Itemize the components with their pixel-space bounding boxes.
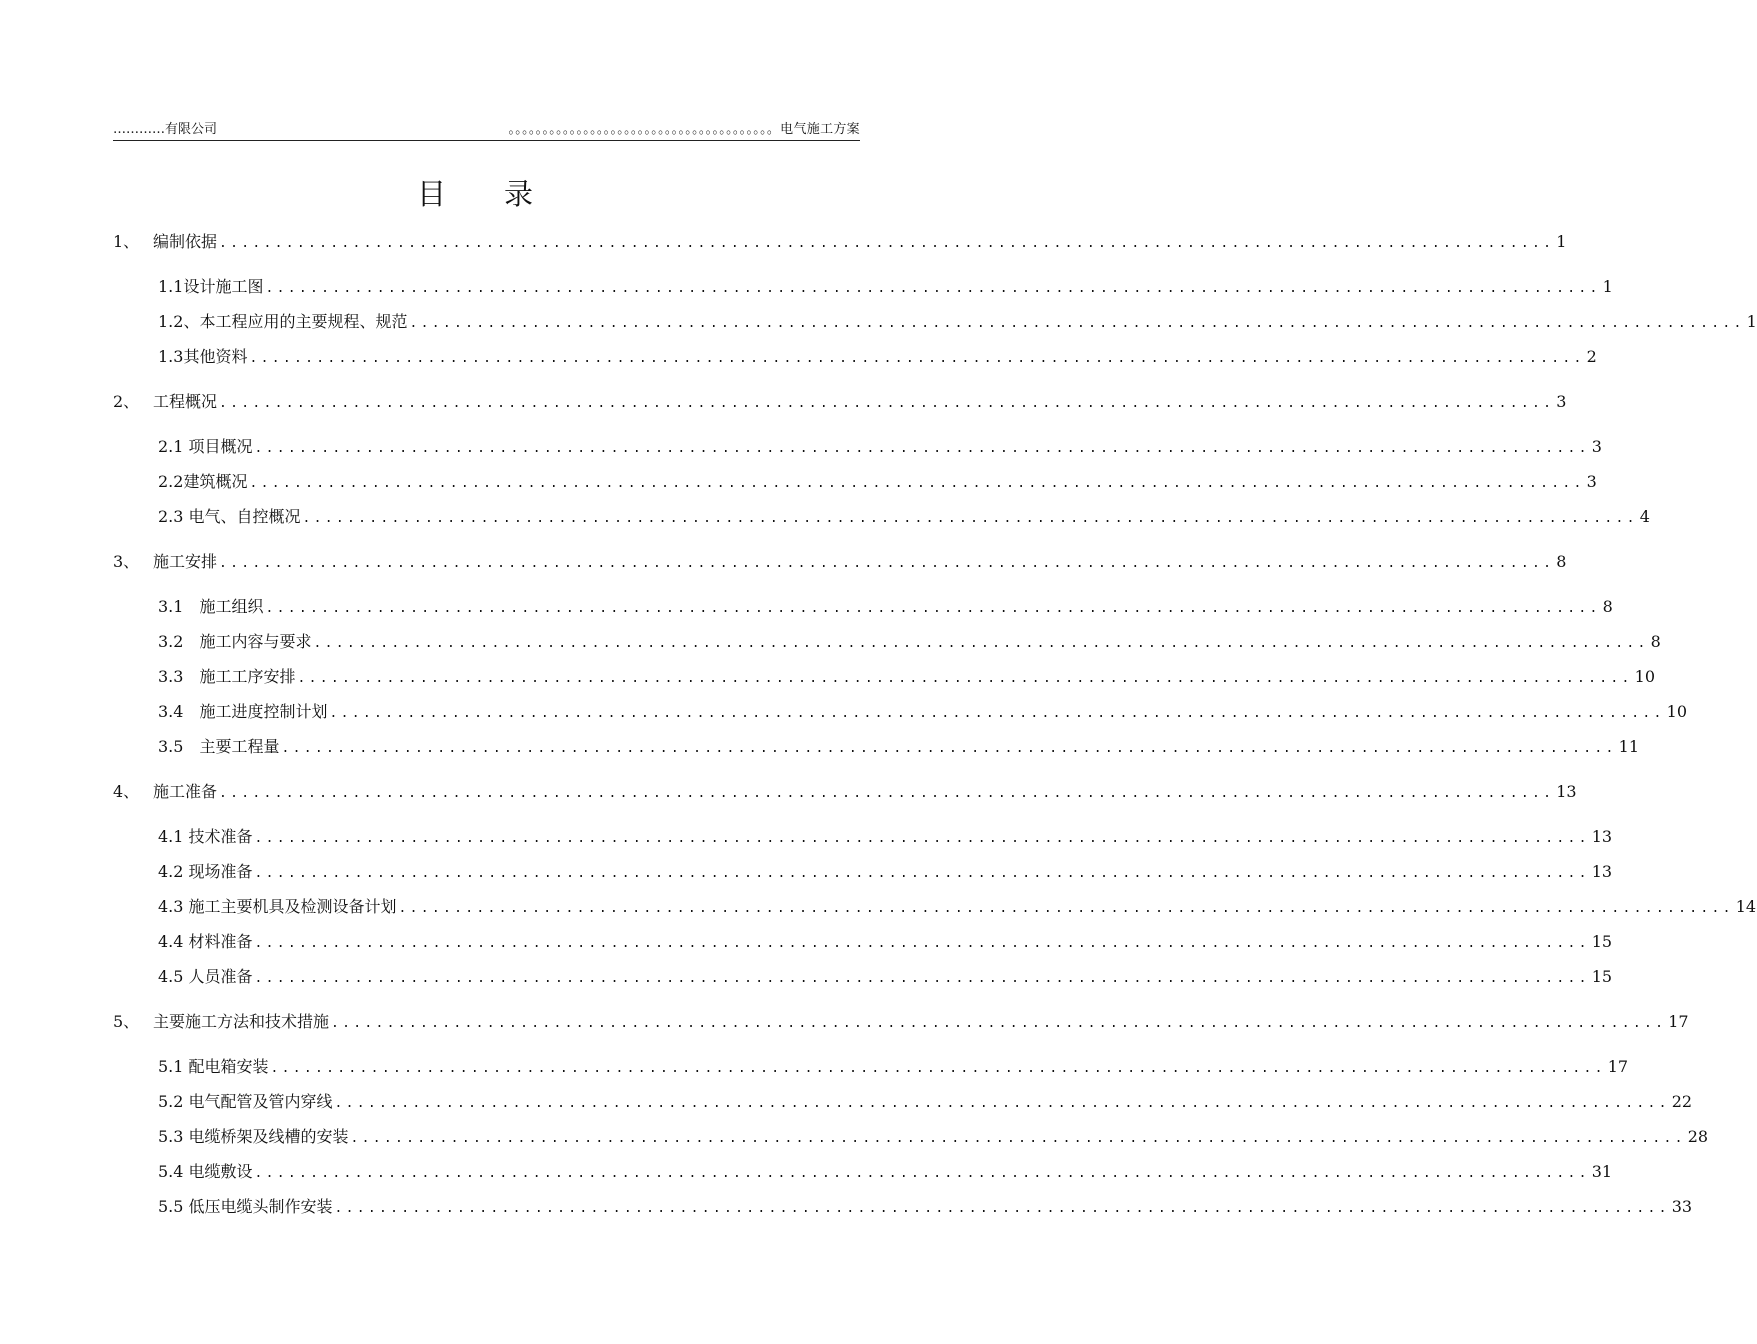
toc-page-number: 10 bbox=[1666, 702, 1688, 721]
toc-dot-leader: ........................................................................................................................ bbox=[254, 831, 1590, 846]
toc-dot-leader: ........................................................................................................................ bbox=[254, 1166, 1590, 1181]
toc-dot-leader: ........................................................................................................................ bbox=[334, 1096, 1670, 1111]
toc-dot-leader: ........................................................................................................................ bbox=[254, 971, 1590, 986]
toc-entry-text: 1.2、本工程应用的主要规程、规范 bbox=[158, 312, 408, 331]
toc-section-entry[interactable] bbox=[113, 1012, 1689, 1034]
toc-page-number: 10 bbox=[1634, 667, 1656, 686]
toc-page-number: 8 bbox=[1650, 632, 1661, 651]
toc-page-number: 28 bbox=[1687, 1127, 1709, 1146]
toc-entry-text: 3.5 主要工程量 bbox=[158, 737, 280, 756]
toc-dot-leader: ........................................................................................................................ bbox=[265, 281, 1601, 296]
toc-entry-number: 1、 bbox=[113, 232, 140, 251]
toc-dot-leader: ........................................................................................................................ bbox=[249, 351, 1585, 366]
toc-page-number: 1 bbox=[1602, 277, 1613, 296]
toc-dot-leader: ........................................................................................................................ bbox=[297, 671, 1633, 686]
toc-subsection-entry[interactable] bbox=[158, 967, 1613, 989]
toc-subsection-entry[interactable] bbox=[158, 312, 1757, 334]
toc-dot-leader: ........................................................................................................................ bbox=[254, 441, 1590, 456]
toc-page-number: 15 bbox=[1591, 967, 1613, 986]
toc-entry-text: 2.3 电气、自控概况 bbox=[158, 507, 301, 526]
toc-entry-text: 工程概况 bbox=[153, 392, 218, 411]
toc-section-entry[interactable] bbox=[113, 232, 1567, 254]
toc-entry-number: 5、 bbox=[113, 1012, 140, 1031]
toc-subsection-entry[interactable] bbox=[158, 702, 1688, 724]
toc-entry-text: 5.5 低压电缆头制作安装 bbox=[158, 1197, 333, 1216]
toc-page-number: 17 bbox=[1668, 1012, 1689, 1031]
toc-entry-text: 3.2 施工内容与要求 bbox=[158, 632, 312, 651]
toc-page-number: 33 bbox=[1671, 1197, 1693, 1216]
toc-subsection-entry[interactable] bbox=[158, 507, 1650, 529]
toc-page-number: 11 bbox=[1618, 737, 1640, 756]
toc-entry-text: 4.4 材料准备 bbox=[158, 932, 253, 951]
header-doc-title: 。。。。。。。。。。。。。。。。。。。。。。。。。。。。。。。。。。。。。。。电气施工方案 bbox=[508, 122, 860, 137]
toc-entry-text: 5.3 电缆桥架及线槽的安装 bbox=[158, 1127, 349, 1146]
toc-dot-leader: ........................................................................................................................ bbox=[254, 866, 1590, 881]
toc-entry-text: 主要施工方法和技术措施 bbox=[153, 1012, 330, 1031]
toc-page-number: 13 bbox=[1556, 782, 1577, 801]
toc-subsection-entry[interactable] bbox=[158, 347, 1597, 369]
toc-subsection-entry[interactable] bbox=[158, 897, 1757, 919]
toc-dot-leader: ........................................................................................................................ bbox=[219, 556, 1555, 571]
toc-dot-leader: ........................................................................................................................ bbox=[398, 901, 1734, 916]
toc-entry-number: 3、 bbox=[113, 552, 140, 571]
page-header bbox=[113, 118, 860, 141]
toc-dot-leader: ........................................................................................................................ bbox=[219, 786, 1555, 801]
toc-page-number: 8 bbox=[1556, 552, 1567, 571]
toc-subsection-entry[interactable] bbox=[158, 1092, 1693, 1114]
toc-entry-text: 2.1 项目概况 bbox=[158, 437, 253, 456]
toc-dot-leader: ........................................................................................................................ bbox=[331, 1016, 1667, 1031]
toc-subsection-entry[interactable] bbox=[158, 862, 1613, 884]
header-company: …………有限公司 bbox=[113, 122, 218, 137]
toc-entry-text: 4.5 人员准备 bbox=[158, 967, 253, 986]
toc-section-entry[interactable] bbox=[113, 782, 1577, 804]
toc-dot-leader: ........................................................................................................................ bbox=[313, 636, 1649, 651]
toc-subsection-entry[interactable] bbox=[158, 932, 1613, 954]
toc-entry-text: 施工安排 bbox=[153, 552, 218, 571]
toc-dot-leader: ........................................................................................................................ bbox=[281, 741, 1617, 756]
toc-page-number: 4 bbox=[1639, 507, 1650, 526]
toc-entry-text: 3.4 施工进度控制计划 bbox=[158, 702, 328, 721]
toc-title-char-2: 录 bbox=[504, 177, 534, 211]
toc-dot-leader: ........................................................................................................................ bbox=[270, 1061, 1606, 1076]
toc-subsection-entry[interactable] bbox=[158, 277, 1613, 299]
toc-page-number: 3 bbox=[1586, 472, 1597, 491]
toc-entry-text: 5.2 电气配管及管内穿线 bbox=[158, 1092, 333, 1111]
toc-subsection-entry[interactable] bbox=[158, 1162, 1613, 1184]
toc-page-number: 15 bbox=[1591, 932, 1613, 951]
toc-page-number: 31 bbox=[1591, 1162, 1613, 1181]
toc-entry-number: 2、 bbox=[113, 392, 140, 411]
toc-dot-leader: ........................................................................................................................ bbox=[302, 511, 1638, 526]
toc-entry-text: 2.2建筑概况 bbox=[158, 472, 248, 491]
toc-section-entry[interactable] bbox=[113, 392, 1567, 414]
toc-page-number: 22 bbox=[1671, 1092, 1693, 1111]
toc-entry-text: 1.1设计施工图 bbox=[158, 277, 264, 296]
toc-entry-text: 4.1 技术准备 bbox=[158, 827, 253, 846]
toc-title-char-1: 目 bbox=[416, 177, 446, 211]
toc-dot-leader: ........................................................................................................................ bbox=[249, 476, 1585, 491]
toc-page-number: 17 bbox=[1607, 1057, 1629, 1076]
toc-subsection-entry[interactable] bbox=[158, 1127, 1709, 1149]
toc-page-number: 14 bbox=[1735, 897, 1757, 916]
toc-subsection-entry[interactable] bbox=[158, 737, 1640, 759]
toc-subsection-entry[interactable] bbox=[158, 1057, 1629, 1079]
toc-entry-text: 施工准备 bbox=[153, 782, 218, 801]
toc-dot-leader: ........................................................................................................................ bbox=[265, 601, 1601, 616]
toc-page-number: 3 bbox=[1591, 437, 1602, 456]
toc-page-number: 13 bbox=[1591, 862, 1613, 881]
toc-page-number: 1 bbox=[1556, 232, 1567, 251]
toc-page-number: 13 bbox=[1591, 827, 1613, 846]
toc-entry-text: 1.3其他资料 bbox=[158, 347, 248, 366]
toc-subsection-entry[interactable] bbox=[158, 632, 1661, 654]
toc-title bbox=[0, 172, 950, 213]
toc-subsection-entry[interactable] bbox=[158, 667, 1656, 689]
toc-dot-leader: ........................................................................................................................ bbox=[219, 236, 1555, 251]
toc-page-number: 1 bbox=[1746, 312, 1757, 331]
toc-entry-text: 编制依据 bbox=[153, 232, 218, 251]
toc-dot-leader: ........................................................................................................................ bbox=[219, 396, 1555, 411]
toc-page-number: 8 bbox=[1602, 597, 1613, 616]
toc-dot-leader: ........................................................................................................................ bbox=[350, 1131, 1686, 1146]
toc-entry-text: 3.1 施工组织 bbox=[158, 597, 264, 616]
toc-entry-text: 4.3 施工主要机具及检测设备计划 bbox=[158, 897, 397, 916]
toc-dot-leader: ........................................................................................................................ bbox=[254, 936, 1590, 951]
toc-subsection-entry[interactable] bbox=[158, 472, 1597, 494]
toc-section-entry[interactable] bbox=[113, 552, 1567, 574]
toc-page-number: 3 bbox=[1556, 392, 1567, 411]
toc-entry-text: 5.4 电缆敷设 bbox=[158, 1162, 253, 1181]
toc-dot-leader: ........................................................................................................................ bbox=[409, 316, 1745, 331]
toc-dot-leader: ........................................................................................................................ bbox=[329, 706, 1665, 721]
toc-subsection-entry[interactable] bbox=[158, 597, 1613, 619]
toc-dot-leader: ........................................................................................................................ bbox=[334, 1201, 1670, 1216]
toc-entry-text: 4.2 现场准备 bbox=[158, 862, 253, 881]
toc-entry-text: 5.1 配电箱安装 bbox=[158, 1057, 269, 1076]
toc-entry-number: 4、 bbox=[113, 782, 140, 801]
toc-entry-text: 3.3 施工工序安排 bbox=[158, 667, 296, 686]
toc-subsection-entry[interactable] bbox=[158, 437, 1602, 459]
toc-page-number: 2 bbox=[1586, 347, 1597, 366]
toc-subsection-entry[interactable] bbox=[158, 827, 1613, 849]
toc-subsection-entry[interactable] bbox=[158, 1197, 1693, 1219]
